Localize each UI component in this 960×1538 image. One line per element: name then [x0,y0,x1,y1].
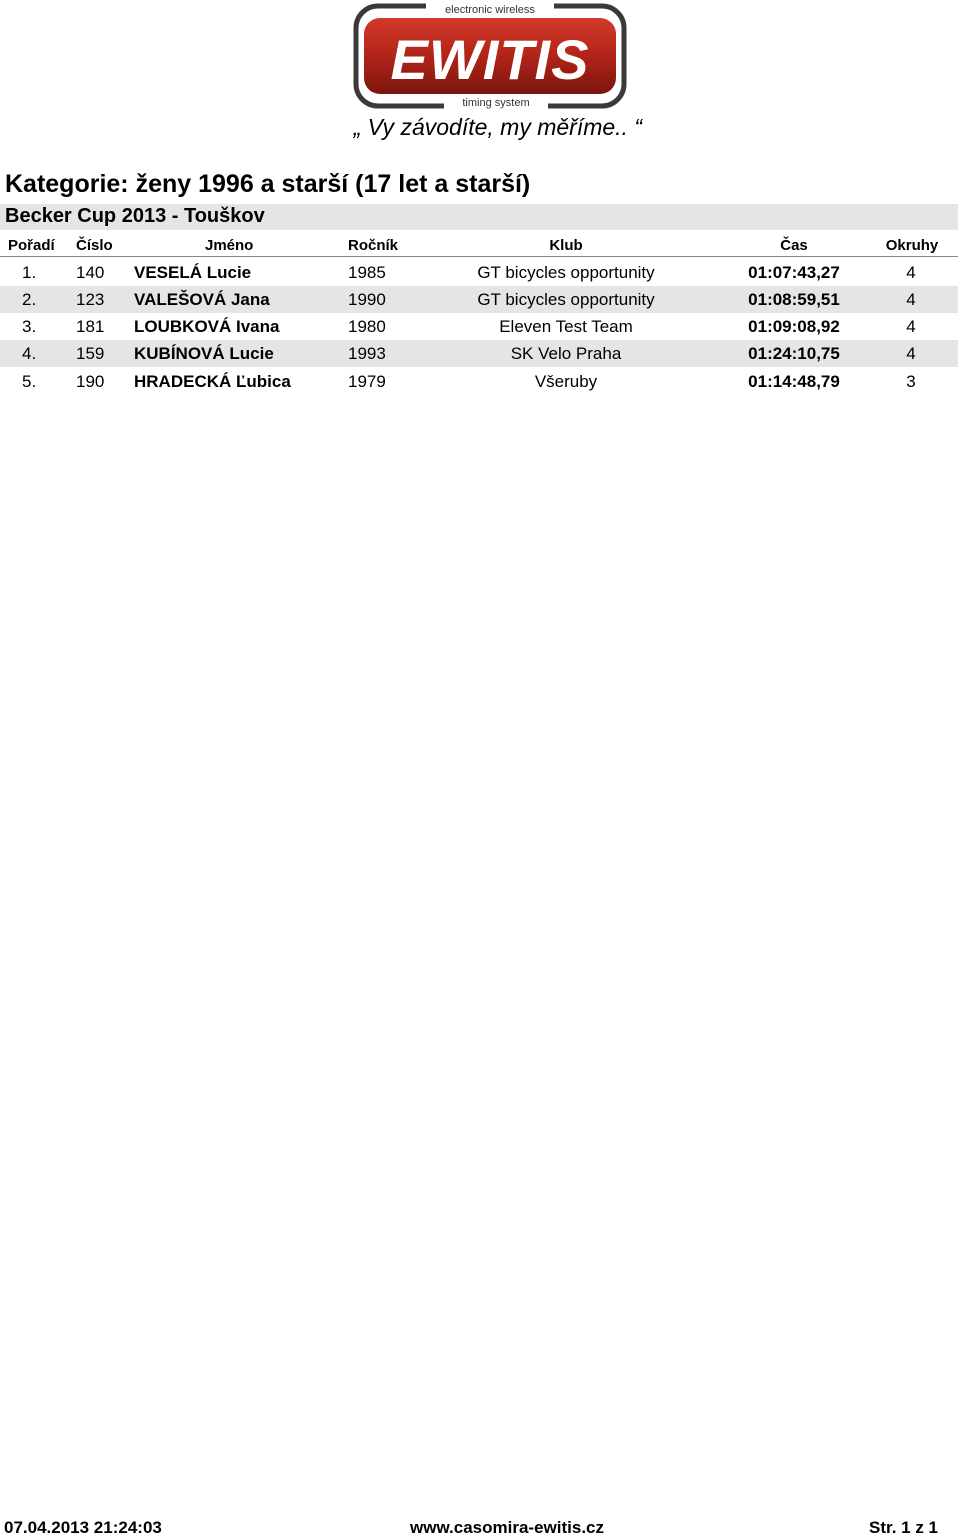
cell-time: 01:14:48,79 [748,372,840,391]
cell-rank: 1. [22,263,37,282]
cell-name: HRADECKÁ Ľubica [134,372,291,391]
footer-page-number: Str. 1 z 1 [869,1518,938,1537]
cell-laps: 4 [906,344,916,363]
table-row [0,286,958,313]
table-header [0,234,958,257]
cell-year: 1980 [348,317,386,336]
cell-rank: 2. [22,290,37,309]
col-time-header: Čas [780,237,808,254]
col-club-header: Klub [549,237,583,254]
table-row [0,340,958,367]
cell-time: 01:07:43,27 [748,263,840,282]
category-title: Kategorie: ženy 1996 a starší (17 let a starší) [5,170,531,198]
cell-time: 01:24:10,75 [748,344,840,363]
ewitis-logo [352,2,628,110]
cell-club: GT bicycles opportunity [477,263,655,282]
table-row [0,368,958,395]
cell-laps: 3 [906,372,916,391]
cell-name: VALEŠOVÁ Jana [134,290,270,309]
col-number-header: Číslo [76,237,113,254]
col-laps-header: Okruhy [885,237,939,254]
cell-number: 123 [76,290,105,309]
cell-laps: 4 [906,263,916,282]
cell-number: 140 [76,263,105,282]
footer-website: www.casomira-ewitis.cz [410,1518,604,1537]
cell-name: LOUBKOVÁ Ivana [134,317,280,336]
logo-main-text: EWITIS [390,28,590,91]
event-title: Becker Cup 2013 - Touškov [5,205,265,227]
table-row [0,259,958,286]
cell-time: 01:09:08,92 [748,317,840,336]
footer-timestamp: 07.04.2013 21:24:03 [4,1518,162,1537]
cell-rank: 5. [22,372,37,391]
logo-top-text: electronic wireless [445,4,535,16]
cell-club: GT bicycles opportunity [477,290,655,309]
cell-year: 1993 [348,344,386,363]
event-bar [0,204,958,230]
cell-laps: 4 [906,317,916,336]
cell-rank: 3. [22,317,37,336]
cell-number: 190 [76,372,105,391]
cell-club: SK Velo Praha [510,344,622,363]
cell-laps: 4 [906,290,916,309]
slogan: „ Vy závodíte, my měříme.. “ [353,114,642,140]
logo-bottom-text: timing system [462,97,530,109]
cell-number: 181 [76,317,105,336]
col-name-header: Jméno [205,237,254,254]
cell-year: 1990 [348,290,386,309]
col-year-header: Ročník [348,237,399,254]
cell-club: Eleven Test Team [499,317,633,336]
cell-rank: 4. [22,344,37,363]
col-rank-header: Pořadí [8,237,55,254]
cell-name: KUBÍNOVÁ Lucie [134,344,274,363]
page-footer [0,1518,958,1537]
cell-number: 159 [76,344,105,363]
cell-club: Všeruby [534,372,598,391]
cell-year: 1979 [348,372,386,391]
cell-name: VESELÁ Lucie [134,263,252,282]
cell-year: 1985 [348,263,386,282]
table-row [0,313,958,340]
cell-time: 01:08:59,51 [748,290,840,309]
